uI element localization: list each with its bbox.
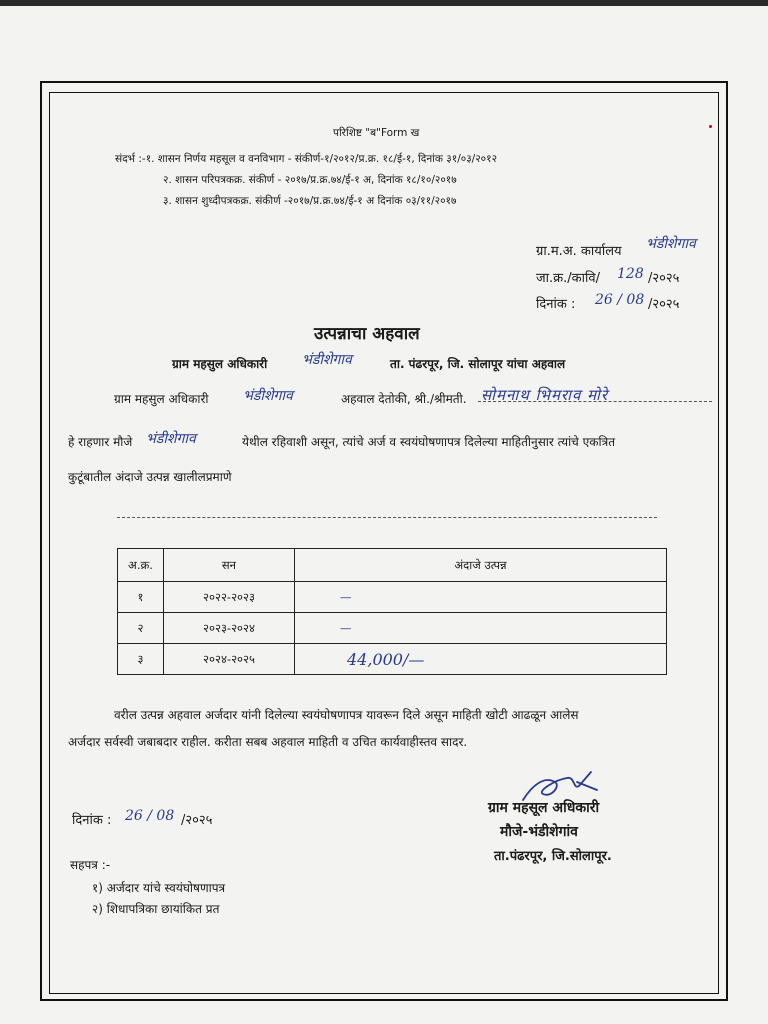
body-line2-prefix: हे राहणार मौजे (68, 435, 133, 449)
scan-top-edge (0, 0, 768, 6)
income-table (117, 548, 667, 675)
cell-year: २०२२-२०२३ (164, 582, 295, 613)
subtitle-prefix: ग्राम महसुल अधिकारी (172, 357, 268, 371)
declaration-line1: वरील उत्पन्न अहवाल अर्जदार यांनी दिलेल्या स्वयंघोषणापत्र यावरून दिले असून माहिती खोटी आढळून आलेस (114, 708, 579, 722)
inner-border (49, 92, 719, 994)
footer-date-year: /२०२५ (181, 813, 213, 828)
cell-serial: १ (118, 582, 164, 613)
ref-number-label: जा.क्र./कावि/ (536, 271, 600, 286)
stamp-line2: मौजे-भंडीशेगांव (500, 824, 578, 840)
stamp-line3: ता.पंढरपूर, जि.सोलापूर. (494, 849, 612, 864)
office-date-label: दिनांक : (536, 297, 576, 312)
col-header-income: अंदाजे उत्पन्न (295, 549, 667, 582)
cell-income: — (295, 582, 667, 613)
annex-label: परिशिष्ट "ब"Form ख (333, 127, 420, 139)
cell-serial: २ (118, 613, 164, 644)
cell-income: 44,000/— (295, 644, 667, 675)
body-line1-village-handwritten: भंडीशेगाव (243, 388, 293, 404)
table-row (118, 582, 667, 613)
table-row (118, 644, 667, 675)
attachments-label: सहपत्र :- (70, 858, 111, 872)
body-line2-village-handwritten: भंडीशेगाव (146, 431, 196, 447)
body-line1-prefix: ग्राम महसुल अधिकारी (114, 392, 209, 406)
declaration-line2: अर्जदार सर्वस्वी जबाबदार राहील. करीता सबब अहवाल माहिती व उचित कार्यवाहीस्तव सादर. (68, 735, 468, 749)
subtitle-village-handwritten: भंडीशेगाव (302, 352, 352, 368)
separator-line (117, 517, 657, 518)
office-date-year: /२०२५ (648, 297, 680, 312)
attachment-2: २) शिधापत्रिका छायांकित प्रत (92, 902, 220, 916)
office-village-handwritten: भंडीशेगाव (646, 236, 696, 252)
reference-3: ३. शासन शुध्दीपत्रकक्र. संकीर्ण -२०१७/प्र.क्र.७४/ई-१ अ दिनांक ०३/११/२०१७ (163, 195, 457, 207)
reference-2: २. शासन परिपत्रकक्र. संकीर्ण - २०१७/प्र.क्र.७४/ई-१ अ, दिनांक १८/१०/२०१७ (163, 174, 457, 186)
cell-year: २०२३-२०२४ (164, 613, 295, 644)
body-line2-suffix: येथील रहिवाशी असून, त्यांचे अर्ज व स्वयंघोषणापत्र दिलेल्या माहितीनुसार त्यांचे एकत्रित (242, 435, 616, 449)
footer-date-handwritten: 26 / 08 (125, 808, 175, 824)
applicant-name-handwritten: सोमनाथ भिमराव मोरे (481, 386, 609, 404)
body-line1-middle: अहवाल देतोकी, श्री./श्रीमती. (341, 392, 467, 406)
reference-1: संदर्भ :-१. शासन निर्णय महसूल व वनविभाग - संकीर्ण-१/२०१२/प्र.क्र. १८/ई-१, दिनांक ३१/०३/२०१२ (115, 153, 498, 165)
body-line3: कुटूंबातील अंदाजे उत्पन्न खालीलप्रमाणे (68, 470, 232, 484)
office-label: ग्रा.म.अ. कार्यालय (536, 244, 622, 259)
table-row (118, 613, 667, 644)
cell-serial: ३ (118, 644, 164, 675)
footer-date-label: दिनांक : (72, 813, 112, 828)
cell-year: २०२४-२०२५ (164, 644, 295, 675)
subtitle-suffix: ता. पंढरपूर, जि. सोलापूर यांचा अहवाल (390, 357, 566, 371)
col-header-year: सन (164, 549, 295, 582)
ref-year: /२०२५ (648, 271, 680, 286)
office-date-handwritten: 26 / 08 (595, 292, 645, 308)
stamp-line1: ग्राम महसूल अधिकारी (488, 800, 600, 816)
ref-number-handwritten: 128 (617, 266, 644, 282)
cell-income: — (295, 613, 667, 644)
table-header-row (118, 549, 667, 582)
attachment-1: १) अर्जदार यांचे स्वयंघोषणापत्र (92, 881, 226, 895)
col-header-serial: अ.क्र. (118, 549, 164, 582)
ink-mark (709, 125, 712, 128)
document-title: उत्पन्नाचा अहवाल (314, 324, 420, 344)
